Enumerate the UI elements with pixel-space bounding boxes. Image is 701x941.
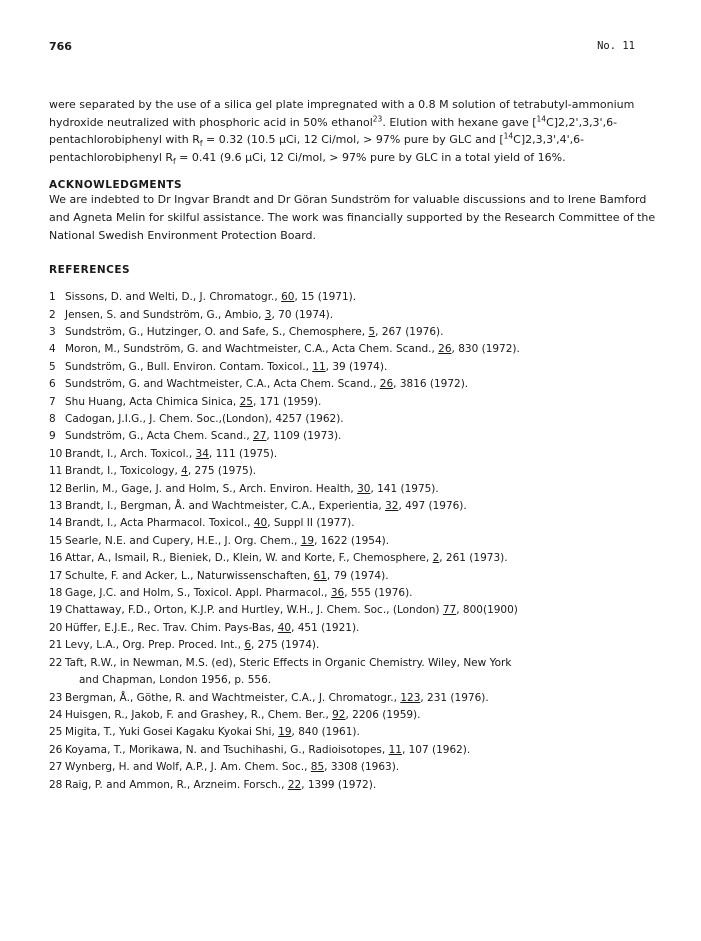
reference-item — [49, 759, 661, 776]
reference-item — [49, 307, 661, 324]
reference-text: , 275 (1975). — [187, 465, 257, 478]
reference-text: Jensen, S. and Sundström, G., Ambio, — [65, 308, 265, 321]
page-number: 766 — [49, 40, 72, 53]
text-run: = 0.41 (9.6 µCi, 12 Ci/mol, > 97% pure by GLC in a total yield of 16%. — [175, 150, 566, 164]
reference-number: 25 — [49, 726, 63, 739]
reference-text: Sundström, G., Bull. Environ. Contam. Toxicol., — [65, 360, 313, 373]
reference-number: 11 — [49, 465, 63, 478]
reference-item — [49, 341, 661, 358]
rf-subscript: f — [173, 156, 176, 166]
reference-item — [49, 394, 661, 411]
reference-item — [49, 742, 661, 759]
reference-text: , 3308 (1963). — [324, 761, 400, 774]
reference-number: 16 — [49, 552, 63, 565]
reference-volume: 61 — [313, 569, 327, 582]
reference-item — [49, 498, 661, 515]
reference-number: 19 — [49, 604, 63, 617]
reference-text: Cadogan, J.I.G., J. Chem. Soc.,(London), 4257 (1962). — [65, 413, 344, 425]
reference-number: 6 — [49, 378, 56, 391]
reference-number: 17 — [49, 569, 63, 582]
reference-volume: 30 — [357, 482, 371, 495]
reference-text: , 15 (1971). — [294, 291, 357, 304]
reference-number: 24 — [49, 708, 63, 721]
reference-item — [49, 428, 661, 445]
reference-volume: 3 — [264, 308, 272, 321]
reference-text: Berlin, M., Gage, J. and Holm, S., Arch. Environ. Health, — [65, 482, 358, 495]
reference-text: Bergman, Å., Göthe, R. and Wachtmeister, C.A., J. Chromatogr., — [65, 691, 401, 704]
reference-item — [49, 463, 661, 480]
reference-number: 14 — [49, 517, 63, 530]
isotope-superscript: 14 — [503, 131, 514, 141]
issue-number: No. 11 — [597, 40, 635, 52]
reference-text: Levy, L.A., Org. Prep. Proced. Int., — [65, 639, 245, 652]
reference-text: , 2206 (1959). — [345, 708, 421, 721]
reference-text: Raig, P. and Ammon, R., Arzneim. Forsch., — [65, 778, 288, 791]
reference-volume: 123 — [400, 691, 421, 704]
reference-number: 10 — [49, 447, 63, 460]
reference-text: Brandt, I., Arch. Toxicol., — [65, 447, 196, 460]
page-content — [49, 96, 661, 794]
reference-text: Brandt, I., Acta Pharmacol. Toxicol., — [65, 517, 254, 530]
reference-text: , 141 (1975). — [370, 482, 439, 495]
reference-number: 5 — [49, 360, 56, 373]
reference-text: Shu Huang, Acta Chimica Sinica, — [65, 395, 240, 408]
reference-number: 28 — [49, 778, 63, 791]
reference-volume: 85 — [310, 761, 325, 774]
reference-volume: 27 — [253, 430, 267, 443]
reference-text: Hüffer, E.J.E., Rec. Trav. Chim. Pays-Bas, — [65, 621, 278, 634]
reference-item — [49, 637, 661, 654]
reference-number: 26 — [49, 743, 63, 756]
reference-volume: 40 — [277, 621, 292, 634]
reference-text: , 800(1900) — [456, 604, 518, 617]
reference-text: , 111 (1975). — [208, 447, 278, 460]
reference-list — [49, 289, 661, 794]
reference-text: , 70 (1974). — [271, 308, 334, 321]
acknowledgments-heading: ACKNOWLEDGMENTS — [49, 179, 183, 192]
reference-volume: 36 — [330, 587, 345, 600]
reference-item — [49, 411, 661, 428]
reference-text: , 1622 (1954). — [314, 534, 390, 547]
reference-number: 15 — [49, 534, 63, 547]
reference-volume: 11 — [312, 360, 326, 373]
citation-superscript: 23 — [372, 113, 383, 123]
reference-number: 2 — [49, 308, 56, 321]
reference-text: Attar, A., Ismail, R., Bieniek, D., Klein, W. and Korte, F., Chemosphere, — [65, 552, 433, 565]
reference-text: , 1399 (1972). — [301, 778, 377, 791]
reference-text: , 231 (1976). — [420, 691, 489, 704]
reference-volume: 2 — [432, 552, 440, 565]
reference-text: Sundström, G., Hutzinger, O. and Safe, S., Chemosphere, — [65, 325, 369, 338]
reference-item — [49, 602, 661, 619]
text-run: = 0.32 (10.5 µCi, 12 Ci/mol, > 97% pure by GLC and [ — [202, 133, 504, 147]
reference-text: , 267 (1976). — [375, 325, 444, 338]
reference-number: 4 — [49, 343, 56, 356]
reference-volume: 5 — [368, 325, 376, 338]
reference-text: , Suppl II (1977). — [267, 517, 355, 530]
reference-item — [49, 655, 661, 690]
reference-item — [49, 707, 661, 724]
reference-number: 23 — [49, 691, 63, 704]
reference-text: Sundström, G., Acta Chem. Scand., — [65, 430, 254, 443]
reference-number: 20 — [49, 621, 63, 634]
reference-text: Moron, M., Sundström, G. and Wachtmeister, C.A., Acta Chem. Scand., — [65, 343, 439, 356]
reference-volume: 26 — [438, 343, 452, 356]
reference-item — [49, 324, 661, 341]
reference-number: 18 — [49, 587, 63, 600]
reference-text: , 171 (1959). — [252, 395, 322, 408]
reference-volume: 77 — [442, 604, 457, 617]
reference-number: 8 — [49, 413, 56, 425]
reference-item — [49, 376, 661, 393]
reference-item — [49, 550, 661, 567]
reference-continuation: and Chapman, London 1956, p. 556. — [79, 674, 272, 687]
isotope-superscript: 14 — [536, 113, 547, 123]
reference-volume: 32 — [385, 500, 399, 513]
acknowledgments-text: We are indebted to Dr Ingvar Brandt and Dr Göran Sundström for valuable discussions and to Irene Bamford and Agneta Melin for skilful assistance. The work was financially supported by the Research Committee of the National Swedish Environment Protection Board. — [49, 193, 656, 242]
reference-number: 1 — [49, 291, 56, 304]
reference-number: 21 — [49, 639, 63, 652]
reference-text: Gage, J.C. and Holm, S., Toxicol. Appl. Pharmacol., — [65, 587, 331, 600]
reference-text: Chattaway, F.D., Orton, K.J.P. and Hurtley, W.H., J. Chem. Soc., (London) — [65, 604, 443, 617]
reference-text: , 1109 (1973). — [266, 430, 342, 443]
reference-text: Searle, N.E. and Cupery, H.E., J. Org. Chem., — [65, 534, 301, 547]
reference-item — [49, 724, 661, 741]
reference-item — [49, 568, 661, 585]
reference-text: Sissons, D. and Welti, D., J. Chromatogr., — [65, 291, 282, 304]
reference-volume: 60 — [281, 291, 295, 304]
reference-item — [49, 289, 661, 306]
reference-item — [49, 777, 661, 794]
reference-text: Huisgen, R., Jakob, F. and Grashey, R., Chem. Ber., — [65, 708, 333, 721]
reference-text: Schulte, F. and Acker, L., Naturwissenschaften, — [65, 569, 314, 582]
reference-item — [49, 515, 661, 532]
reference-volume: 25 — [239, 395, 253, 408]
reference-text: , 555 (1976). — [344, 587, 413, 600]
text-run: were separated by the use of a silica gel plate impregnated with a 0.8 M solution of tetrabutyl-ammonium hydroxide neutralized with phosphoric acid in 50% ethanol — [49, 98, 635, 129]
reference-text: , 261 (1973). — [439, 552, 508, 565]
reference-volume: 34 — [195, 447, 209, 460]
reference-item — [49, 446, 661, 463]
reference-text: Brandt, I., Bergman, Å. and Wachtmeister, C.A., Experientia, — [65, 500, 386, 513]
reference-text: , 107 (1962). — [401, 743, 471, 756]
reference-item — [49, 620, 661, 637]
reference-number: 7 — [49, 395, 56, 408]
reference-text: , 840 (1961). — [291, 726, 360, 739]
reference-text: , 39 (1974). — [325, 360, 388, 373]
text-run: . Elution with hexane gave [ — [382, 115, 537, 129]
reference-volume: 19 — [278, 726, 292, 739]
reference-number: 27 — [49, 761, 63, 774]
reference-text: Brandt, I., Toxicology, — [65, 465, 182, 478]
reference-item — [49, 481, 661, 498]
methods-paragraph — [49, 96, 661, 166]
reference-text: , 3816 (1972). — [393, 378, 469, 391]
reference-number: 9 — [49, 430, 56, 443]
reference-item — [49, 533, 661, 550]
reference-text: Koyama, T., Morikawa, N. and Tsuchihashi, G., Radioisotopes, — [65, 743, 389, 756]
reference-volume: 40 — [253, 517, 268, 530]
reference-text: , 451 (1921). — [291, 621, 360, 634]
reference-text: , 497 (1976). — [398, 500, 467, 513]
reference-item — [49, 585, 661, 602]
references-heading: REFERENCES — [49, 264, 131, 277]
reference-item — [49, 690, 661, 707]
reference-volume: 11 — [388, 743, 402, 756]
reference-volume: 22 — [287, 778, 302, 791]
reference-text: , 830 (1972). — [451, 343, 520, 356]
reference-number: 3 — [49, 325, 56, 338]
reference-text: , 79 (1974). — [326, 569, 389, 582]
reference-volume: 26 — [379, 378, 394, 391]
reference-text: Sundström, G. and Wachtmeister, C.A., Acta Chem. Scand., — [65, 378, 380, 391]
text-run: C]2,3,3',4',6-pentachlorobiphenyl R — [49, 133, 585, 164]
reference-text: Wynberg, H. and Wolf, A.P., J. Am. Chem. Soc., — [65, 761, 311, 774]
reference-text: , 275 (1974). — [251, 639, 320, 652]
reference-volume: 92 — [332, 708, 346, 721]
reference-volume: 6 — [244, 639, 251, 652]
reference-number: 12 — [49, 482, 63, 495]
reference-number: 22 — [49, 656, 63, 669]
reference-text: Taft, R.W., in Newman, M.S. (ed), Steric Effects in Organic Chemistry. Wiley, New York — [65, 656, 512, 669]
reference-item — [49, 359, 661, 376]
reference-number: 13 — [49, 500, 63, 513]
reference-text: Migita, T., Yuki Gosei Kagaku Kyokai Shi, — [65, 726, 279, 739]
reference-volume: 19 — [300, 534, 315, 547]
text-run: C]2,2',3,3',6-pentachlorobiphenyl with R — [49, 115, 618, 147]
reference-volume: 4 — [181, 465, 188, 478]
rf-subscript: f — [199, 139, 203, 149]
